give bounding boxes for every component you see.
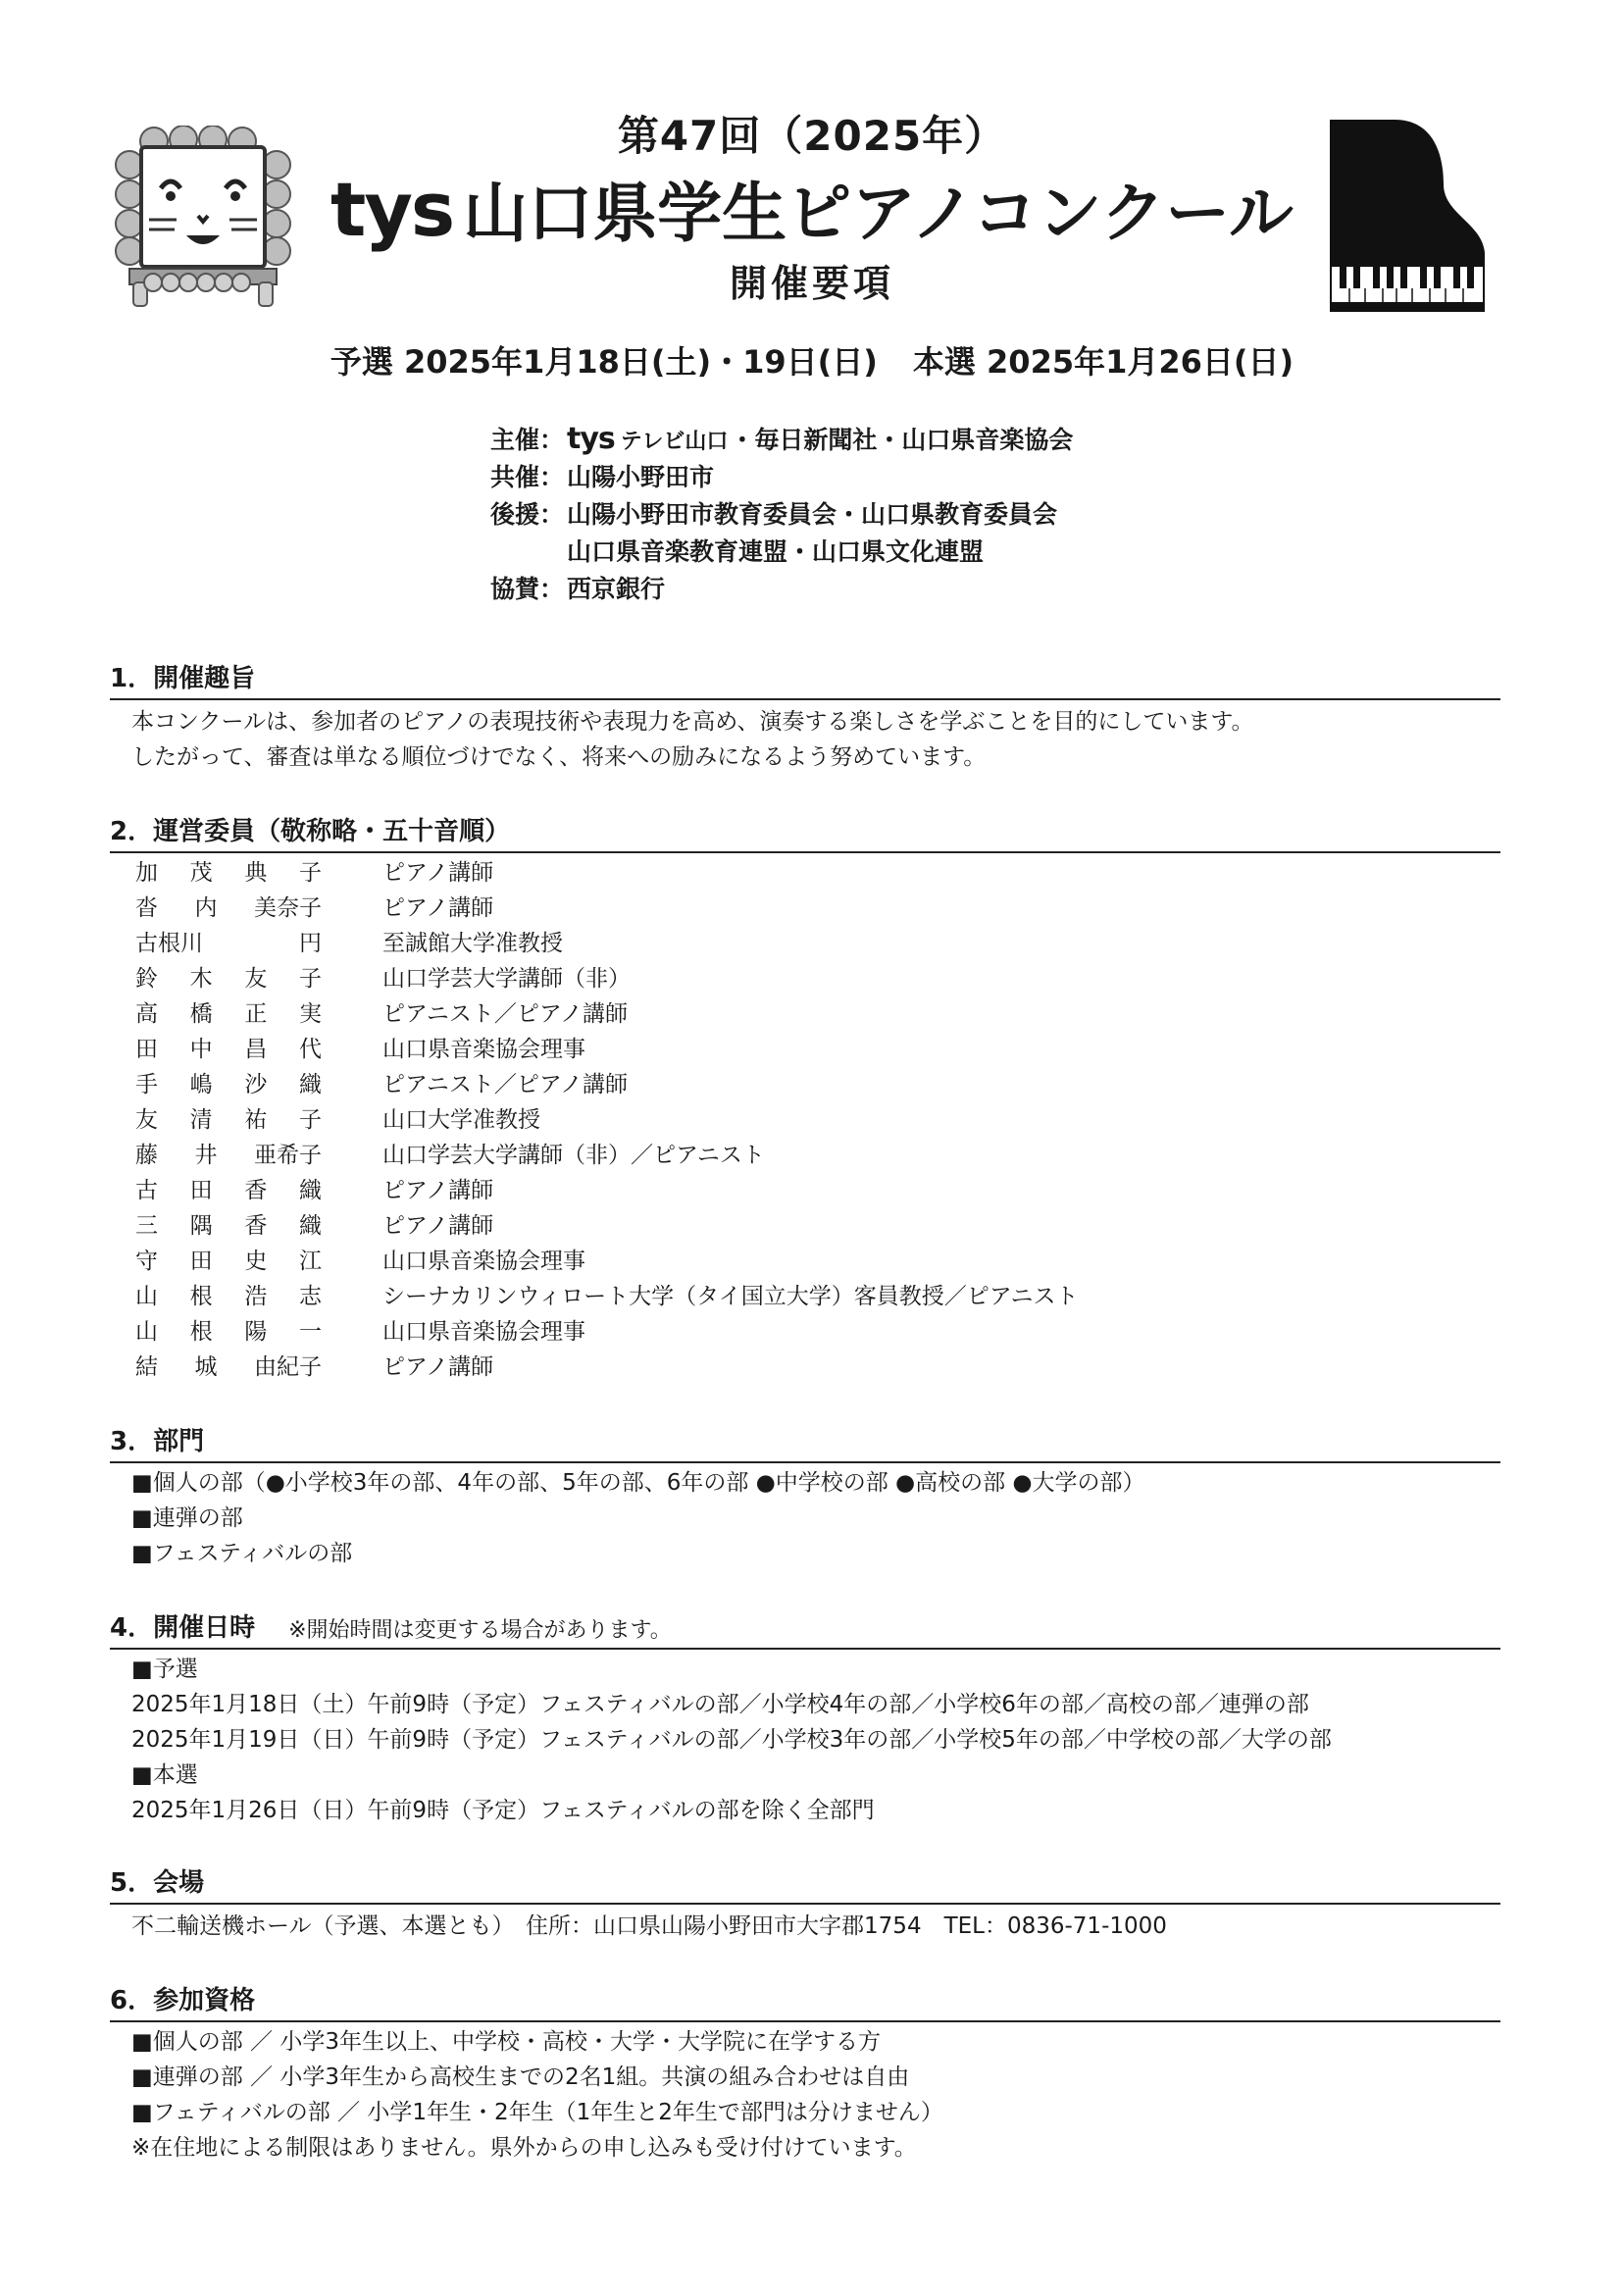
section-body [110, 700, 1500, 775]
member-name-part: 守 [135, 1249, 158, 1274]
member-name-part: 典 [244, 860, 268, 886]
member-name-part: 子 [298, 860, 322, 886]
text-line: ■個人の部（●小学校3年の部、4年の部、5年の部、6年の部 ●中学校の部 ●高校の部 ●大学の部） [131, 1470, 1145, 1496]
member-name-part: 子 [298, 966, 322, 992]
member-name [135, 891, 322, 926]
committee-member [135, 996, 1500, 1032]
committee-member [135, 1350, 1500, 1385]
member-name-part: 中 [189, 1037, 213, 1062]
committee-member [135, 855, 1500, 891]
section-eligibility [110, 1985, 1500, 2166]
section-body [110, 1905, 1500, 1944]
member-name [135, 1314, 322, 1350]
tys-logo-small: tys [567, 422, 615, 456]
member-name-part: 一 [298, 1319, 322, 1345]
committee-member [135, 1314, 1500, 1350]
organizers-block [490, 420, 1073, 606]
member-name-part: 代 [298, 1037, 322, 1062]
section-heading-text: 4．開催日時 [110, 1613, 256, 1643]
committee-member [135, 1173, 1500, 1208]
member-name-part: 亜希子 [254, 1143, 322, 1168]
text-line: 2025年1月19日（日）午前9時（予定）フェスティバルの部／小学校3年の部／小学校5年の部／中学校の部／大学の部 [131, 1727, 1332, 1753]
member-name-part: 江 [298, 1249, 322, 1274]
section-heading [110, 1612, 1500, 1650]
organizer-row [490, 532, 1073, 569]
section-body [110, 1650, 1500, 1828]
member-name [135, 996, 322, 1032]
member-name-part: 実 [298, 1001, 322, 1027]
member-name [135, 1067, 322, 1102]
member-role: 山口学芸大学講師（非） [382, 966, 631, 992]
text-line: 2025年1月18日（土）午前9時（予定）フェスティバルの部／小学校4年の部／小学校6年の部／高校の部／連弾の部 [131, 1692, 1309, 1717]
member-name [135, 1102, 322, 1138]
section-committee [110, 816, 1500, 1385]
committee-member [135, 1138, 1500, 1173]
member-name-part: 清 [189, 1107, 213, 1133]
member-role: ピアニスト／ピアノ講師 [382, 1001, 629, 1027]
member-name-part: 高 [135, 1001, 158, 1027]
member-name-part: 友 [244, 966, 268, 992]
member-name [135, 1244, 322, 1279]
member-name-part: 田 [189, 1178, 213, 1203]
committee-member [135, 1032, 1500, 1067]
member-role: 山口学芸大学講師（非）／ピアニスト [382, 1143, 765, 1168]
member-name-part: 木 [189, 966, 213, 992]
section-body [110, 2022, 1500, 2166]
member-name-part: 古根川 [135, 931, 203, 956]
member-name-part: 嶋 [189, 1072, 213, 1097]
text-line: したがって、審査は単なる順位づけでなく、将来への励みになるよう努めています。 [131, 744, 987, 770]
member-name [135, 1279, 322, 1314]
member-name [135, 1032, 322, 1067]
committee-list [110, 853, 1500, 1385]
member-name-part: 根 [189, 1319, 213, 1345]
organizer-row [490, 494, 1073, 532]
section-body [110, 1463, 1500, 1571]
member-role: ピアノ講師 [382, 1178, 494, 1203]
member-name-part: 田 [135, 1037, 158, 1062]
section-venue [110, 1867, 1500, 1944]
member-role: ピアニスト／ピアノ講師 [382, 1072, 629, 1097]
member-name-part: 浩 [244, 1284, 268, 1309]
member-name-part: 茂 [189, 860, 213, 886]
organizer-key: 協賛： [490, 575, 565, 603]
section-divisions [110, 1426, 1500, 1571]
member-name-part: 円 [299, 931, 322, 956]
committee-member [135, 961, 1500, 996]
organizer-row [490, 569, 1073, 606]
member-name-part: 史 [244, 1249, 268, 1274]
section-heading: 1．開催趣旨 [110, 663, 1500, 700]
member-name-part: 正 [244, 1001, 268, 1027]
text-line: 不二輸送機ホール（予選、本選とも） 住所：山口県山陽小野田市大字郡1754 TEL：0836-71-1000 [131, 1913, 1167, 1939]
member-name-part: 井 [194, 1143, 218, 1168]
committee-member [135, 1279, 1500, 1314]
member-name [135, 1208, 322, 1244]
member-name-part: 内 [194, 895, 218, 921]
member-role: ピアノ講師 [382, 1354, 494, 1380]
text-line: ■フェスティバルの部 [131, 1541, 353, 1566]
member-name-part: 香 [244, 1213, 268, 1239]
member-name-part: 城 [194, 1354, 218, 1380]
organizer-row [490, 420, 1073, 457]
member-name-part: 藤 [135, 1143, 158, 1168]
edition-label: 第47回（2025年） [617, 112, 1007, 160]
text-line: ■本選 [131, 1762, 198, 1788]
member-name-part: 子 [298, 1107, 322, 1133]
member-name-part: 古 [135, 1178, 158, 1203]
committee-member [135, 1102, 1500, 1138]
member-name-part: 由紀子 [254, 1354, 322, 1380]
member-name-part: 手 [135, 1072, 158, 1097]
member-name [135, 1350, 322, 1385]
section-heading: 5．会場 [110, 1867, 1500, 1905]
section-heading: 3．部門 [110, 1426, 1500, 1463]
member-role: 山口県音楽協会理事 [382, 1249, 585, 1274]
member-name-part: 昌 [244, 1037, 268, 1062]
member-name-part: 結 [135, 1354, 158, 1380]
member-role: 山口大学准教授 [382, 1107, 540, 1133]
member-name-part: 織 [298, 1213, 322, 1239]
page-subtitle: 開催要項 [729, 262, 894, 305]
committee-member [135, 891, 1500, 926]
text-line: ■フェティバルの部 ／ 小学1年生・2年生（1年生と2年生で部門は分けません） [131, 2100, 943, 2125]
member-role: シーナカリンウィロート大学（タイ国立大学）客員教授／ピアニスト [382, 1284, 1079, 1309]
member-name [135, 1138, 322, 1173]
member-name-part: 加 [135, 860, 158, 886]
member-name-part: 三 [135, 1213, 158, 1239]
organizer-key: 主催： [490, 426, 565, 454]
section-schedule [110, 1612, 1500, 1828]
member-role: ピアノ講師 [382, 895, 494, 921]
section-note: ※開始時間は変更する場合があります。 [288, 1618, 672, 1643]
organizer-row [490, 457, 1073, 494]
member-name-part: 美奈子 [254, 895, 322, 921]
member-name-part: 沓 [135, 895, 158, 921]
organizer-value [567, 421, 1073, 456]
preliminary-date: 予選 2025年1月18日(土)・19日(日) [330, 343, 878, 381]
text-line: ■連弾の部 [131, 1505, 243, 1531]
member-name-part: 陽 [244, 1319, 268, 1345]
title-text: 山口県学生ピアノコンクール [463, 176, 1294, 251]
member-name-part: 祐 [244, 1107, 268, 1133]
member-name-part: 田 [189, 1249, 213, 1274]
organizer-value: 山陽小野田市教育委員会・山口県教育委員会 [567, 500, 1058, 529]
member-role: 山口県音楽協会理事 [382, 1037, 585, 1062]
text-line: 本コンクールは、参加者のピアノの表現技術や表現力を高め、演奏する楽しさを学ぶことを目的にしています。 [131, 709, 1254, 735]
tys-logo: tys [330, 166, 454, 253]
member-name-part: 隅 [189, 1213, 213, 1239]
member-name-part: 織 [298, 1178, 322, 1203]
member-name-part: 山 [135, 1319, 158, 1345]
member-name-part: 香 [244, 1178, 268, 1203]
member-name-part: 友 [135, 1107, 158, 1133]
organizer-key: 後援： [490, 500, 565, 529]
member-name [135, 961, 322, 996]
member-role: 山口県音楽協会理事 [382, 1319, 585, 1345]
final-date: 本選 2025年1月26日(日) [912, 343, 1294, 381]
member-role: ピアノ講師 [382, 860, 494, 886]
member-name-part: 鈴 [135, 966, 158, 992]
member-role: ピアノ講師 [382, 1213, 494, 1239]
tv-yamaguchi-logo: テレビ山口 [620, 430, 729, 454]
organizer-key: 共催： [490, 463, 565, 491]
text-line: 2025年1月26日（日）午前9時（予定）フェスティバルの部を除く全部門 [131, 1798, 875, 1823]
section-heading: 6．参加資格 [110, 1985, 1500, 2022]
organizer-value: 山陽小野田市 [567, 463, 715, 491]
member-name-part: 織 [298, 1072, 322, 1097]
text-line: ■個人の部 ／ 小学3年生以上、中学校・高校・大学・大学院に在学する方 [131, 2029, 881, 2055]
committee-member [135, 1067, 1500, 1102]
member-name-part: 志 [298, 1284, 322, 1309]
member-role: 至誠館大学准教授 [382, 931, 563, 956]
text-line: ■予選 [131, 1657, 198, 1682]
member-name-part: 根 [189, 1284, 213, 1309]
page-title [0, 161, 1624, 254]
section-heading: 2．運営委員（敬称略・五十音順） [110, 816, 1500, 853]
member-name-part: 沙 [244, 1072, 268, 1097]
committee-member [135, 1208, 1500, 1244]
event-dates [0, 337, 1624, 382]
organizer-value: 西京銀行 [567, 575, 666, 603]
organizer-value: 山口県音楽教育連盟・山口県文化連盟 [567, 537, 985, 566]
committee-member [135, 926, 1500, 961]
section-purpose [110, 663, 1500, 775]
member-name [135, 1173, 322, 1208]
committee-member [135, 1244, 1500, 1279]
member-name-part: 山 [135, 1284, 158, 1309]
member-name-part: 橋 [189, 1001, 213, 1027]
member-name [135, 926, 322, 961]
member-name [135, 855, 322, 891]
text-line: ※在住地による制限はありません。県外からの申し込みも受け付けています。 [131, 2135, 917, 2161]
organizer-text: ・毎日新聞社・山口県音楽協会 [730, 426, 1074, 454]
text-line: ■連弾の部 ／ 小学3年生から高校生までの2名1組。共演の組み合わせは自由 [131, 2065, 910, 2090]
